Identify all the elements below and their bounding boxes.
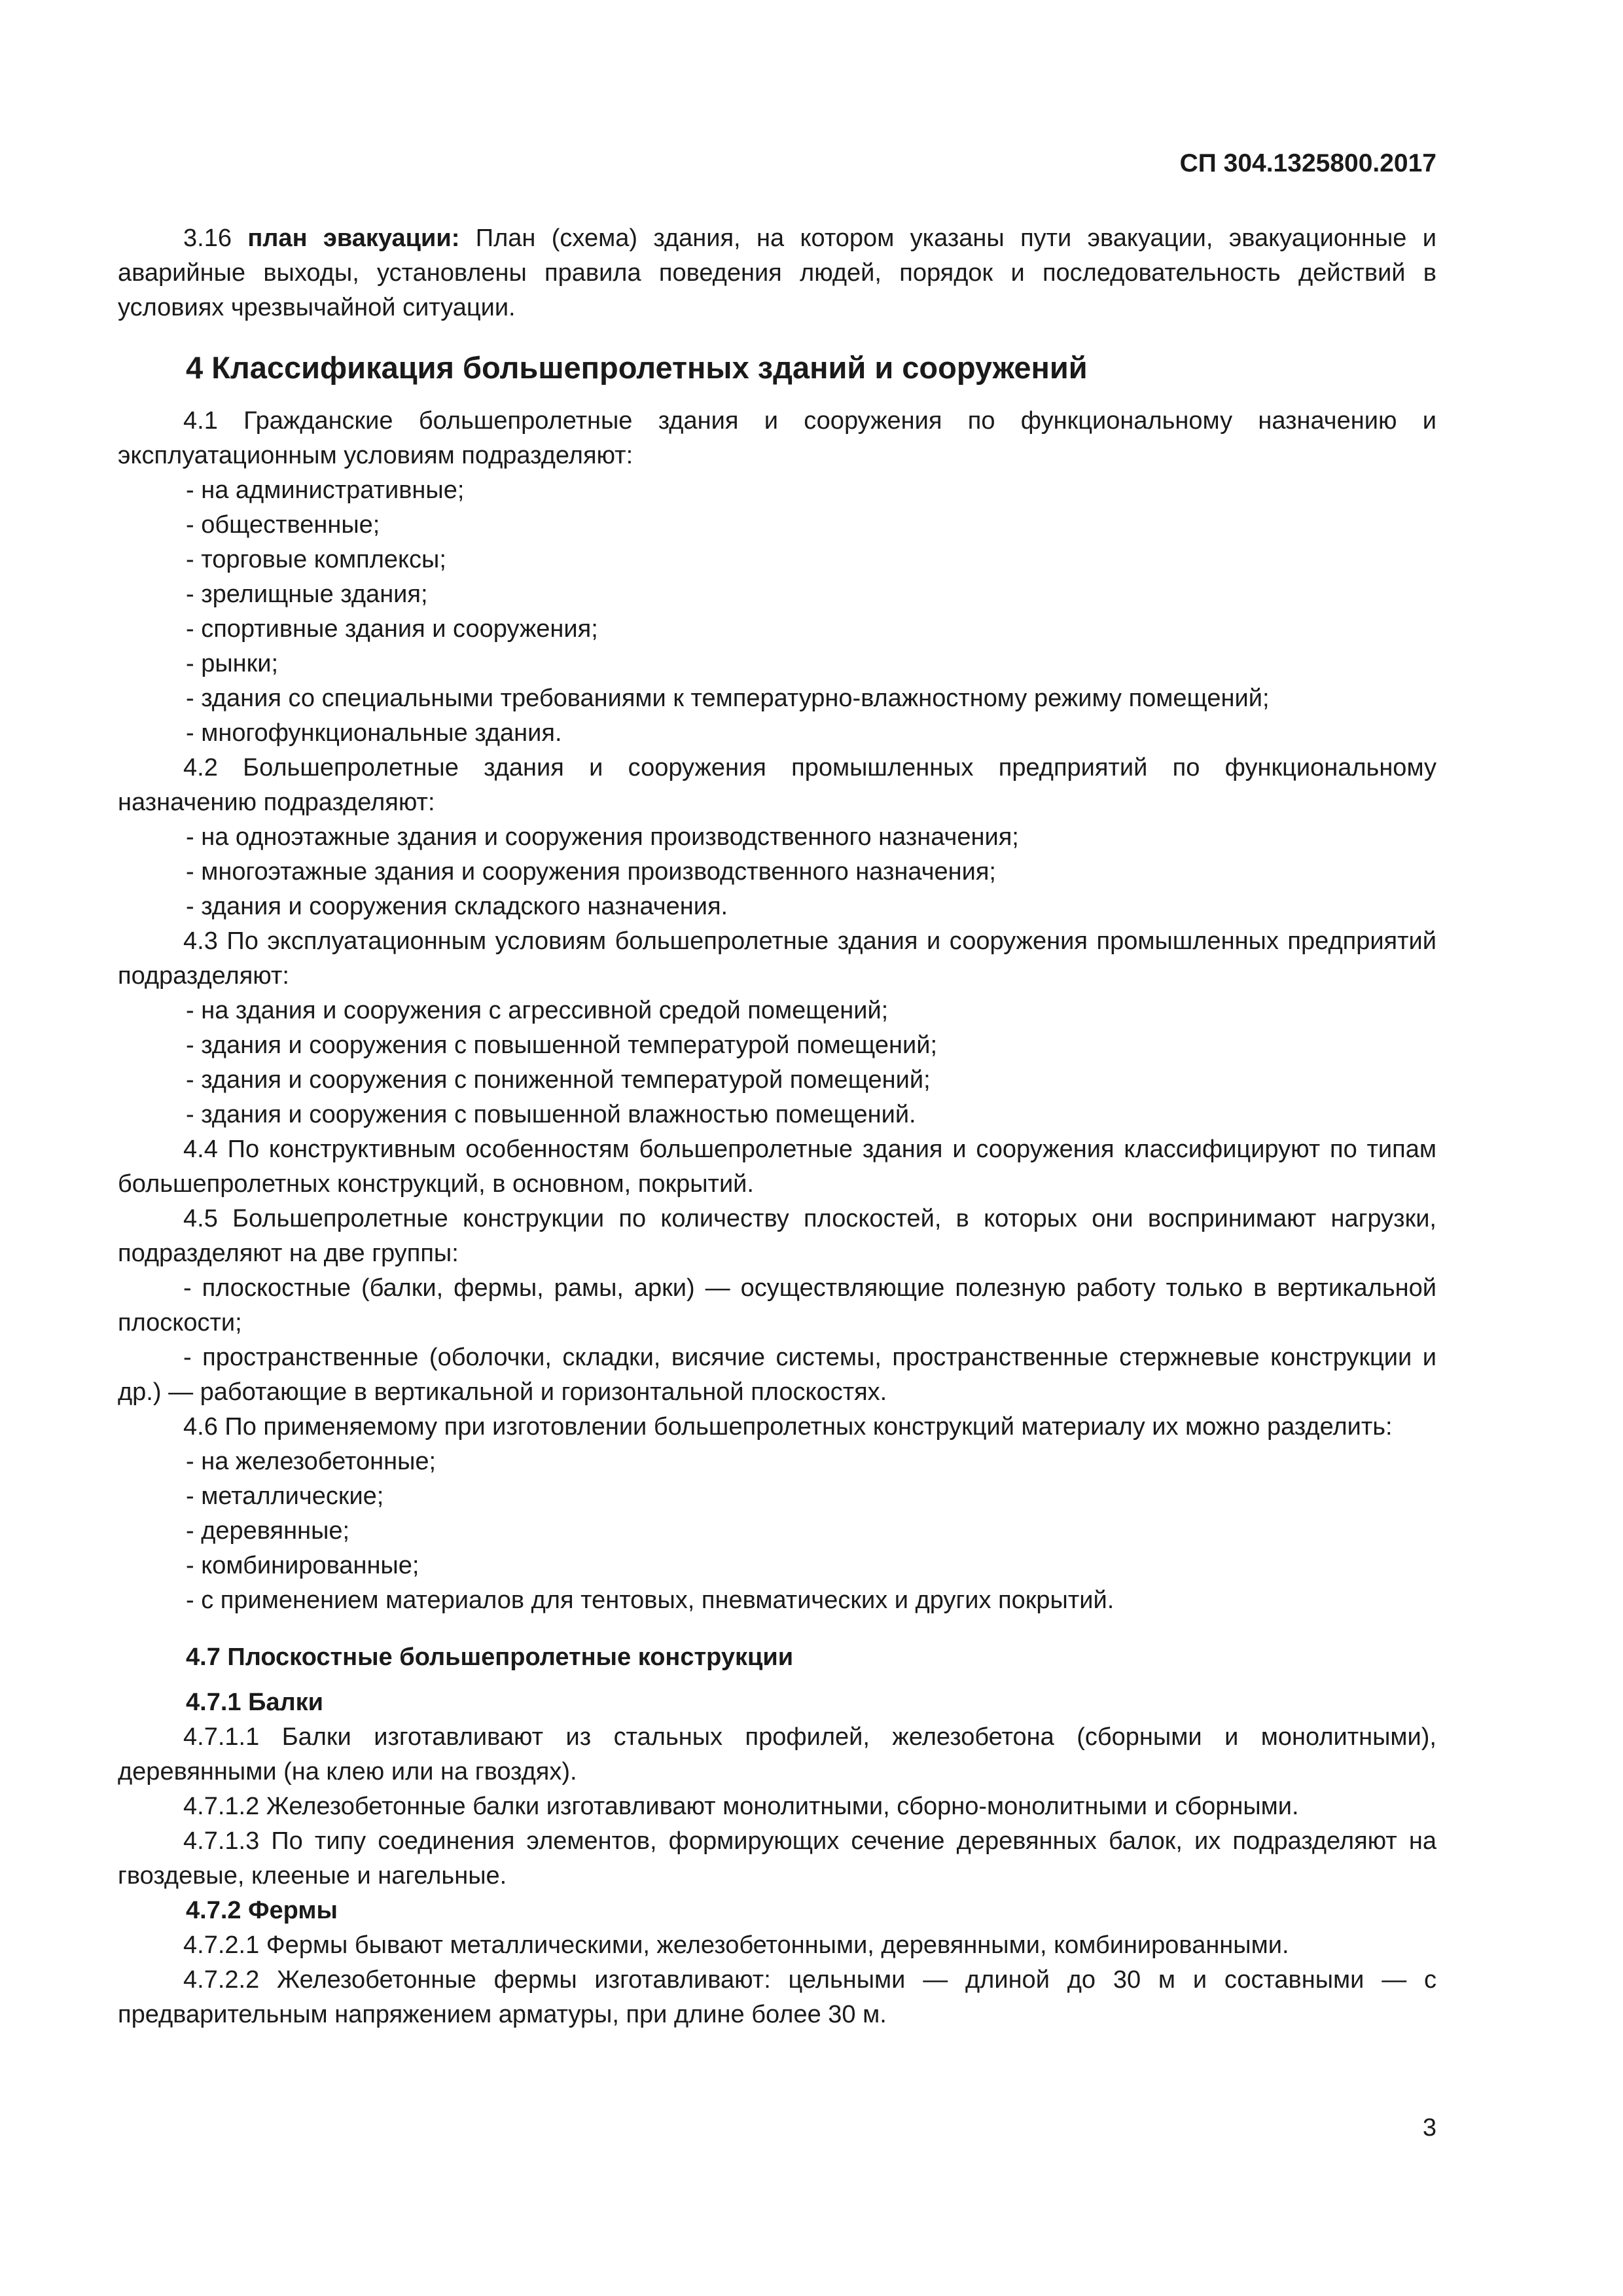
list-item: - на железобетонные; — [186, 1448, 437, 1475]
list-item: - многофункциональные здания. — [186, 719, 562, 747]
list-item: - на одноэтажные здания и сооружения производственного назначения; — [186, 823, 1019, 851]
list-item: - плоскостные (балки, фермы, рамы, арки) — осуществляющие полезную работу только в вертикальной плоскости; — [118, 1274, 1436, 1336]
list-item: - спортивные здания и сооружения; — [186, 615, 598, 643]
list-item: - рынки; — [186, 650, 279, 677]
section-4-7-2-heading: 4.7.2 Фермы — [186, 1897, 338, 1924]
list-item: - многоэтажные здания и сооружения производственного назначения; — [186, 858, 996, 886]
list-item: - с применением материалов для тентовых, пневматических и других покрытий. — [186, 1587, 1115, 1614]
list-item: - зрелищные здания; — [186, 581, 428, 608]
term-evacuation-plan: план эвакуации: — [247, 224, 460, 252]
list-item: - пространственные (оболочки, складки, висячие системы, пространственные стержневые конструкции и др.) — работающие в вертикальной и горизонтальной плоскостях. — [118, 1344, 1436, 1406]
list-item: - на административные; — [186, 476, 465, 504]
document-code-header: СП 304.1325800.2017 — [1179, 149, 1436, 177]
list-item: - здания и сооружения с пониженной температурой помещений; — [186, 1066, 931, 1094]
paragraph-4-2: 4.2 Большепролетные здания и сооружения промышленных предприятий по функциональному назначению подразделяют: — [118, 754, 1436, 816]
paragraph-number: 3.16 — [183, 224, 232, 252]
section-4-heading: 4 Классификация большепролетных зданий и сооружений — [186, 350, 1088, 385]
paragraph-4-7-2-1: 4.7.2.1 Фермы бывают металлическими, железобетонными, деревянными, комбинированными. — [183, 1931, 1289, 1959]
list-item: - металлические; — [186, 1482, 384, 1510]
page-content — [118, 221, 1436, 2032]
paragraph-4-7-1-2: 4.7.1.2 Железобетонные балки изготавливают монолитными, сборно-монолитными и сборными. — [183, 1793, 1299, 1820]
list-item: - здания и сооружения с повышенной влажностью помещений. — [186, 1101, 916, 1128]
paragraph-4-6: 4.6 По применяемому при изготовлении большепролетных конструкций материалу их можно разделить: — [183, 1413, 1393, 1441]
page-number: 3 — [1422, 2114, 1436, 2142]
paragraph-4-7-1-1: 4.7.1.1 Балки изготавливают из стальных профилей, железобетона (сборными и монолитными), деревянными (на клею или на гвоздях). — [118, 1723, 1436, 1785]
section-4-7-1-heading: 4.7.1 Балки — [186, 1689, 324, 1716]
list-item: - комбинированные; — [186, 1552, 419, 1579]
list-item: - общественные; — [186, 511, 380, 539]
list-item: - на здания и сооружения с агрессивной средой помещений; — [186, 997, 889, 1024]
list-item: - деревянные; — [186, 1517, 350, 1545]
paragraph-3-16 — [118, 221, 1436, 325]
list-item: - здания и сооружения с повышенной температурой помещений; — [186, 1031, 938, 1059]
section-4-7-heading: 4.7 Плоскостные большепролетные конструкции — [186, 1643, 794, 1671]
paragraph-4-3: 4.3 По эксплуатационным условиям большепролетные здания и сооружения промышленных предприятий подразделяют: — [118, 927, 1436, 990]
paragraph-4-7-2-2: 4.7.2.2 Железобетонные фермы изготавливают: цельными — длиной до 30 м и составными — с предварительным напряжением арматуры, при длине более 30 м. — [118, 1966, 1436, 2028]
term-definition: План (схема) здания, на котором указаны пути эвакуации, эвакуационные и аварийные выходы, установлены правила поведения людей, порядок и последовательность действий в условиях чрезвычайной ситуации. — [118, 224, 1437, 321]
paragraph-4-1: 4.1 Гражданские большепролетные здания и сооружения по функциональному назначению и эксплуатационным условиям подразделяют: — [118, 407, 1436, 469]
list-item: - здания со специальными требованиями к температурно-влажностному режиму помещений; — [186, 685, 1270, 712]
list-item: - торговые комплексы; — [186, 546, 446, 573]
list-item: - здания и сооружения складского назначения. — [186, 893, 728, 920]
paragraph-4-4: 4.4 По конструктивным особенностям большепролетные здания и сооружения классифицируют по типам большепролетных конструкций, в основном, покрытий. — [118, 1136, 1436, 1198]
paragraph-4-7-1-3: 4.7.1.3 По типу соединения элементов, формирующих сечение деревянных балок, их подразделяют на гвоздевые, клееные и нагельные. — [118, 1827, 1436, 1890]
paragraph-4-5: 4.5 Большепролетные конструкции по количеству плоскостей, в которых они воспринимают нагрузки, подразделяют на две группы: — [118, 1205, 1436, 1267]
